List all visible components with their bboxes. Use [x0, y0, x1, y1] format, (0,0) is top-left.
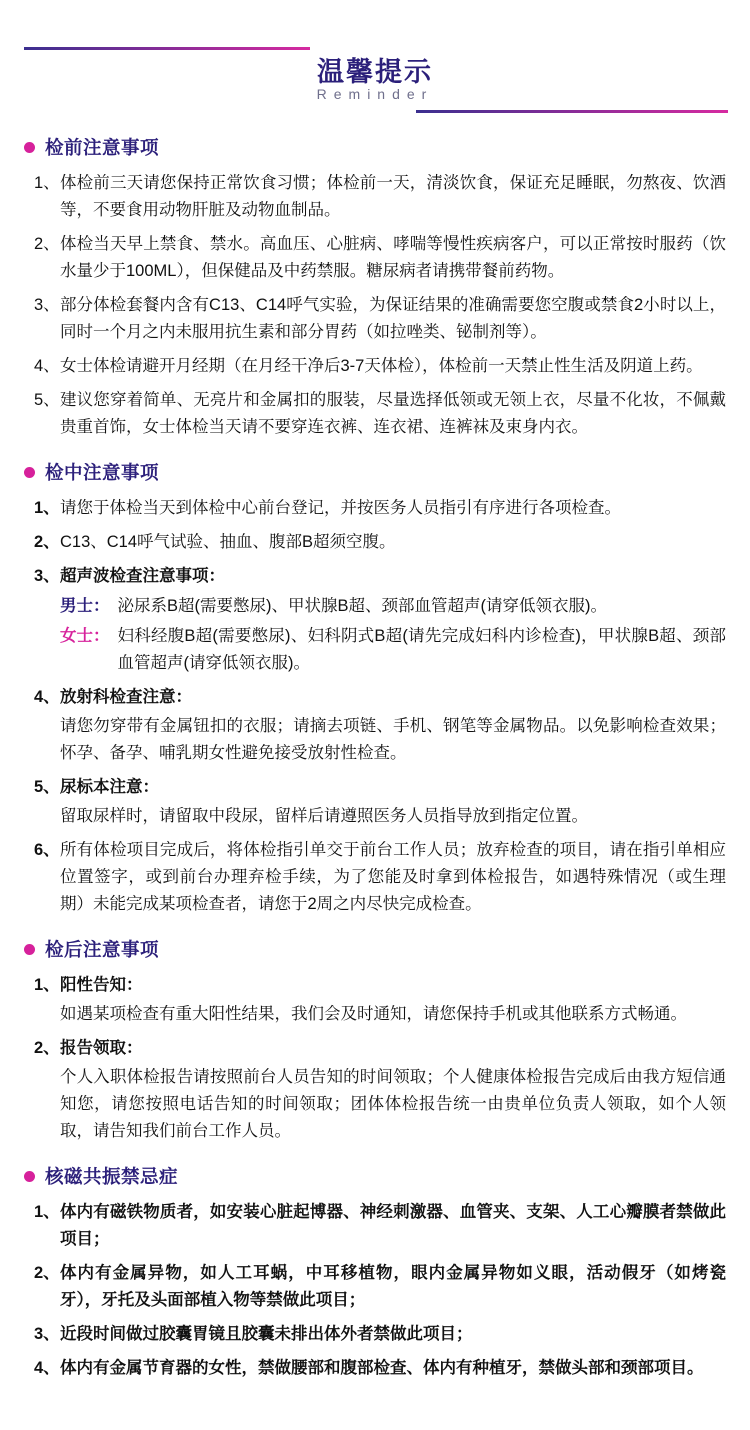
list-item-text: 近段时间做过胶囊胃镜且胶囊未排出体外者禁做此项目；	[60, 1325, 473, 1343]
list-item-subtext: 如遇某项检查有重大阳性结果，我们会及时通知，请您保持手机或其他联系方式畅通。	[60, 1005, 687, 1023]
list-item-ultrasound	[24, 563, 726, 677]
bullet-dot-icon	[24, 944, 35, 955]
list-item-number: 1、	[34, 976, 60, 994]
list-item-text: 阳性告知：	[60, 976, 143, 994]
male-text: 泌尿系B超(需要憋尿)、甲状腺B超、颈部血管超声(请穿低领衣服)。	[117, 597, 607, 615]
list-item-text: 报告领取：	[60, 1039, 143, 1057]
female-label: 女士：	[60, 627, 110, 645]
list-item-number: 2、	[34, 1264, 60, 1282]
list-item	[24, 170, 726, 224]
list-item-text: 体内有金属异物，如人工耳蜗，中耳移植物，眼内金属异物如义眼，活动假牙（如烤瓷牙），牙托及头面部植入物等禁做此项目；	[60, 1264, 726, 1309]
list-item-number: 4、	[34, 1359, 60, 1377]
list-item-number: 3、	[34, 296, 60, 314]
list-item	[24, 1321, 726, 1348]
list-item-number: 4、	[34, 688, 60, 706]
male-label: 男士：	[60, 597, 110, 615]
sub-line-male	[60, 593, 726, 620]
header-rule-bottom	[416, 110, 728, 113]
page-title: 温馨提示	[317, 57, 433, 88]
list-item-urine	[24, 774, 726, 830]
list-item-radiology	[24, 684, 726, 767]
list-item-text: 建议您穿着简单、无亮片和金属扣的服装，尽量选择低领或无领上衣，尽量不化妆，不佩戴贵重首饰，女士体检当天请不要穿连衣裤、连衣裙、连裤袜及束身内衣。	[60, 391, 726, 436]
section-item-list	[24, 972, 726, 1145]
list-item-subtext: 请您勿穿带有金属钮扣的衣服；请摘去项链、手机、钢笔等金属物品。以免影响检查效果；怀孕、备孕、哺乳期女性避免接受放射性检查。	[60, 717, 726, 762]
list-item-text: C13、C14呼气试验、抽血、腹部B超须空腹。	[60, 533, 396, 551]
list-item-text: 所有体检项目完成后，将体检指引单交于前台工作人员；放弃检查的项目，请在指引单相应位置签字，或到前台办理弃检手续，为了您能及时拿到体检报告，如遇特殊情况（或生理期）未能完成某项检查者，请您于2周之内尽快完成检查。	[60, 841, 726, 913]
section-title: 检后注意事项	[45, 939, 160, 960]
list-item-report-pickup	[24, 1035, 726, 1145]
list-item	[24, 495, 726, 522]
female-text: 妇科经腹B超(需要憋尿)、妇科阴式B超(请先完成妇科内诊检查)，甲状腺B超、颈部血管超声(请穿低领衣服)。	[117, 627, 726, 672]
section-post-exam	[24, 936, 726, 1145]
list-item-body	[60, 1035, 726, 1145]
list-item-text: 尿标本注意：	[60, 778, 159, 796]
section-title: 检中注意事项	[45, 462, 160, 483]
section-item-list	[24, 1199, 726, 1382]
list-item-number: 3、	[34, 1325, 60, 1343]
page-header	[0, 0, 750, 118]
list-item-number: 1、	[34, 499, 60, 517]
list-item-number: 5、	[34, 778, 60, 796]
list-item	[24, 529, 726, 556]
list-item	[24, 231, 726, 285]
section-title: 核磁共振禁忌症	[45, 1166, 179, 1187]
list-item-text: 请您于体检当天到体检中心前台登记，并按医务人员指引有序进行各项检查。	[60, 499, 621, 517]
list-item	[24, 1260, 726, 1314]
section-title: 检前注意事项	[45, 137, 160, 158]
list-item-text: 体检前三天请您保持正常饮食习惯；体检前一天，清淡饮食，保证充足睡眠，勿熬夜、饮酒等，不要食用动物肝脏及动物血制品。	[60, 174, 726, 219]
list-item-number: 2、	[34, 533, 60, 551]
list-item-text: 放射科检查注意：	[60, 688, 192, 706]
section-item-list	[24, 170, 726, 441]
list-item-body	[60, 972, 726, 1028]
list-item-number: 3、	[34, 567, 60, 585]
section-header	[24, 134, 726, 160]
list-item	[24, 292, 726, 346]
list-item-body	[60, 684, 726, 767]
section-item-list	[24, 495, 726, 918]
page-subtitle: Reminder	[316, 86, 434, 102]
bullet-dot-icon	[24, 467, 35, 478]
section-header	[24, 936, 726, 962]
list-item-number: 2、	[34, 235, 60, 253]
sub-line-female	[60, 623, 726, 677]
section-header	[24, 459, 726, 485]
list-item-subtext: 留取尿样时，请留取中段尿，留样后请遵照医务人员指导放到指定位置。	[60, 807, 588, 825]
list-item-text: 体内有金属节育器的女性，禁做腰部和腹部检查、体内有种植牙，禁做头部和颈部项目。	[60, 1359, 704, 1377]
list-item-number: 1、	[34, 174, 60, 192]
list-item-text: 女士体检请避开月经期（在月经干净后3-7天体检），体检前一天禁止性生活及阴道上药。	[60, 357, 703, 375]
list-item-text: 超声波检查注意事项：	[60, 567, 225, 585]
list-item	[24, 387, 726, 441]
list-item-body	[60, 774, 726, 830]
list-item-text: 体内有磁铁物质者，如安装心脏起博器、神经刺激器、血管夹、支架、人工心瓣膜者禁做此项目；	[60, 1203, 726, 1248]
list-item	[24, 837, 726, 918]
list-item-number: 5、	[34, 391, 60, 409]
list-item-subtext: 个人入职体检报告请按照前台人员告知的时间领取；个人健康体检报告完成后由我方短信通知您，请您按照电话告知的时间领取；团体体检报告统一由贵单位负责人领取，如个人领取，请告知我们前台工作人员。	[60, 1068, 726, 1140]
list-item-body	[60, 563, 726, 677]
list-item-text: 体检当天早上禁食、禁水。高血压、心脏病、哮喘等慢性疾病客户，可以正常按时服药（饮水量少于100ML），但保健品及中药禁服。糖尿病者请携带餐前药物。	[60, 235, 726, 280]
content-area	[0, 118, 750, 1382]
section-during-exam	[24, 459, 726, 918]
list-item-number: 6、	[34, 841, 60, 859]
section-header	[24, 1163, 726, 1189]
bullet-dot-icon	[24, 142, 35, 153]
list-item-number: 4、	[34, 357, 60, 375]
section-pre-exam	[24, 134, 726, 441]
list-item	[24, 1355, 726, 1382]
list-item-number: 2、	[34, 1039, 60, 1057]
list-item-number: 1、	[34, 1203, 60, 1221]
list-item-positive-notice	[24, 972, 726, 1028]
list-item	[24, 1199, 726, 1253]
bullet-dot-icon	[24, 1171, 35, 1182]
section-mri-contraindications	[24, 1163, 726, 1382]
list-item	[24, 353, 726, 380]
list-item-text: 部分体检套餐内含有C13、C14呼气实验，为保证结果的准确需要您空腹或禁食2小时以上，同时一个月之内未服用抗生素和部分胃药（如拉唑类、铋制剂等）。	[60, 296, 726, 341]
